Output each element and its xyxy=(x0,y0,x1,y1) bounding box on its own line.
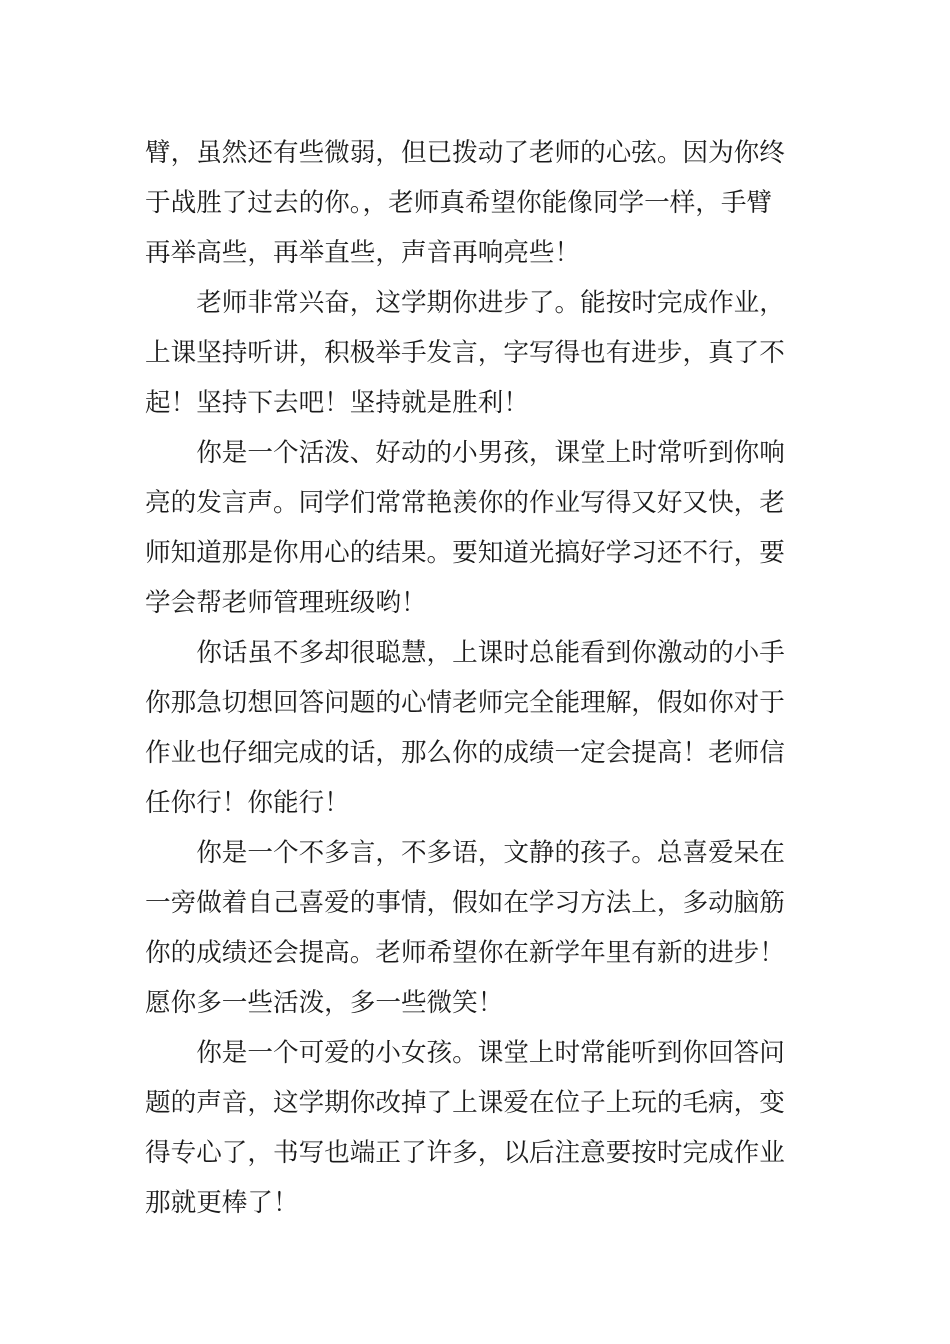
paragraph-6: 你是一个可爱的小女孩。课堂上时常能听到你回答问 题的声音，这学期你改掉了上课爱在位子上玩的毛病，变 得专心了，书写也端正了许多，以后注意要按时完成作业 那就更棒了！ xyxy=(145,1038,785,1218)
paragraph-2: 老师非常兴奋，这学期你进步了。能按时完成作业， 上课坚持听讲，积极举手发言，字写得也有进步，真了不 起！坚持下去吧！坚持就是胜利！ xyxy=(145,288,785,418)
paragraph-1: 臂，虽然还有些微弱，但已拨动了老师的心弦。因为你终 于战胜了过去的你。，老师真希望你能像同学一样，手臂 再举高些，再举直些，声音再响亮些！ xyxy=(145,138,785,268)
paragraph-3: 你是一个活泼、好动的小男孩，课堂上时常听到你响 亮的发言声。同学们常常艳羡你的作业写得又好又快，老 师知道那是你用心的结果。要知道光搞好学习还不行，要 学会帮老师管理班级哟！ xyxy=(145,438,785,618)
paragraph-5: 你是一个不多言，不多语，文静的孩子。总喜爱呆在 一旁做着自己喜爱的事情，假如在学习方法上，多动脑筋 你的成绩还会提高。老师希望你在新学年里有新的进步！ 愿你多一些活泼，多一些微笑！ xyxy=(145,838,785,1018)
document-body xyxy=(145,128,807,1228)
paragraph-4: 你话虽不多却很聪慧，上课时总能看到你激动的小手 你那急切想回答问题的心情老师完全能理解，假如你对于 作业也仔细完成的话，那么你的成绩一定会提高！老师信 任你行！你能行！ xyxy=(145,638,785,818)
